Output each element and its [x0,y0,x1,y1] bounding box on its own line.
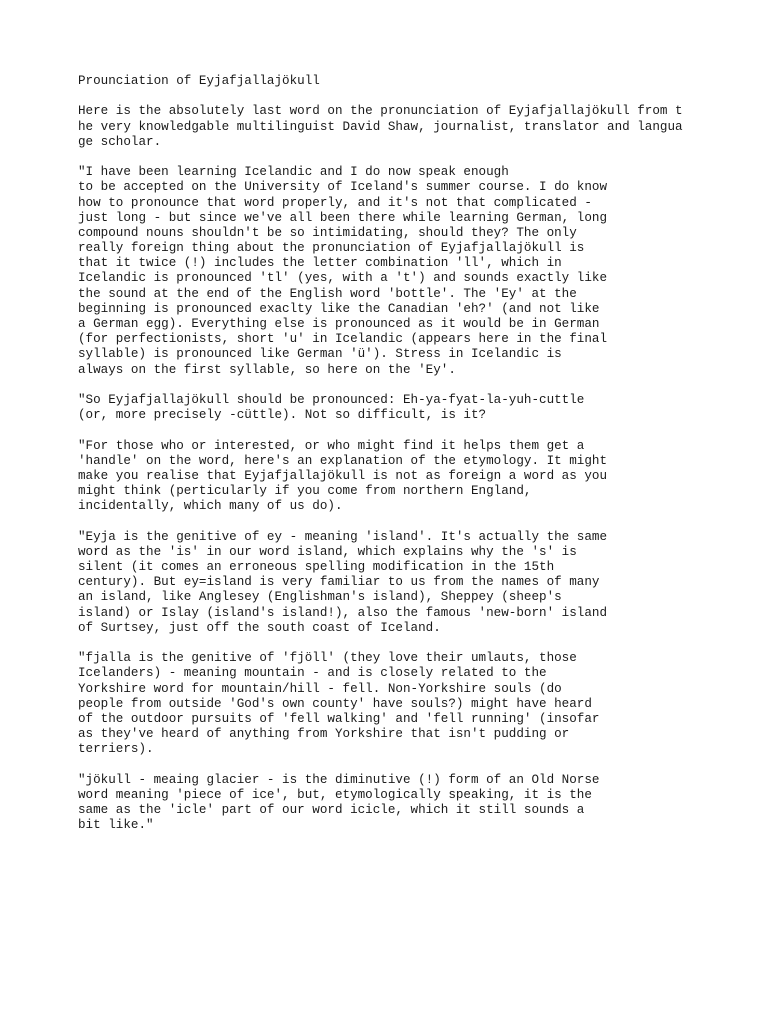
paragraph-line: just long - but since we've all been there while learning German, long [78,210,608,225]
paragraph-line: of Surtsey, just off the south coast of Iceland. [78,620,441,635]
paragraph-eyja [78,530,750,636]
paragraph-line: same as the 'icle' part of our word icicle, which it still sounds a [78,803,585,817]
paragraph-line: people from outside 'God's own county' have souls?) might have heard [78,696,592,711]
paragraph-line: that it twice (!) includes the letter combination 'll', which in [78,256,562,271]
paragraph-line: "I have been learning Icelandic and I do now speak enough [78,165,509,180]
paragraph-pronunciation [78,165,750,378]
paragraph-line: Icelandic is pronounced 'tl' (yes, with a 't') and sounds exactly like [78,271,608,286]
paragraph-line: "jökull - meaing glacier - is the diminutive (!) form of an Old Norse [78,772,600,787]
paragraph-line: incidentally, which many of us do). [78,499,343,514]
paragraph-line: Icelanders) - meaning mountain - and is closely related to the [78,666,547,681]
paragraph-line: word meaning 'piece of ice', but, etymologically speaking, it is the [78,787,592,802]
document-page [78,74,750,849]
paragraph-line: really foreign thing about the pronunciation of Eyjafjallajökull is [78,241,585,256]
paragraph-line: to be accepted on the University of Iceland's summer course. I do know [78,180,608,195]
paragraph-line: "So Eyjafjallajökull should be pronounced: Eh-ya-fyat-la-yuh-cuttle [78,392,585,407]
paragraph-line: Here is the absolutely last word on the pronunciation of Eyjafjallajökull from t [78,104,683,119]
document-title: Prounciation of Eyjafjallajökull [78,74,320,88]
paragraph-line: Yorkshire word for mountain/hill - fell. Non-Yorkshire souls (do [78,681,562,696]
paragraph-line: century). But ey=island is very familiar to us from the names of many [78,575,600,590]
paragraph-line: (for perfectionists, short 'u' in Icelandic (appears here in the final [78,332,608,347]
paragraph-line: as they've heard of anything from Yorkshire that isn't pudding or [78,727,570,742]
paragraph-line: word as the 'is' in our word island, which explains why the 's' is [78,544,577,559]
paragraph-line: syllable) is pronounced like German 'ü'). Stress in Icelandic is [78,347,562,362]
paragraph-line: might think (perticularly if you come from northern England, [78,484,532,499]
paragraph-line: beginning is pronounced exaclty like the Canadian 'eh?' (and not like [78,301,600,316]
paragraph-line: bit like." [78,818,154,833]
paragraph-line: "Eyja is the genitive of ey - meaning 'island'. It's actually the same [78,529,608,544]
paragraph-intro [78,104,750,150]
paragraph-line: "For those who or interested, or who might find it helps them get a [78,438,585,453]
paragraph-line: a German egg). Everything else is pronounced as it would be in German [78,317,600,331]
paragraph-line: the sound at the end of the English word 'bottle'. The 'Ey' at the [78,286,577,301]
paragraph-line: 'handle' on the word, here's an explanation of the etymology. It might [78,453,608,468]
paragraph-etymology-intro [78,439,750,515]
paragraph-line: compound nouns shouldn't be so intimidating, should they? The only [78,225,577,240]
paragraph-jokull [78,773,750,834]
paragraph-line: ge scholar. [78,134,162,149]
paragraph-line: island) or Islay (island's island!), also the famous 'new-born' island [78,605,608,620]
paragraph-line: how to pronounce that word properly, and it's not that complicated - [78,195,592,210]
paragraph-summary [78,393,750,423]
paragraph-line: "fjalla is the genitive of 'fjöll' (they love their umlauts, those [78,651,577,666]
paragraph-line: terriers). [78,742,154,757]
paragraph-line: always on the first syllable, so here on the 'Ey'. [78,362,456,377]
paragraph-line: an island, like Anglesey (Englishman's island), Sheppey (sheep's [78,590,562,605]
paragraph-line: make you realise that Eyjafjallajökull is not as foreign a word as you [78,468,608,483]
paragraph-line: (or, more precisely -cüttle). Not so difficult, is it? [78,408,487,423]
paragraph-line: he very knowledgable multilinguist David Shaw, journalist, translator and langua [78,119,683,134]
paragraph-line: of the outdoor pursuits of 'fell walking' and 'fell running' (insofar [78,711,600,726]
paragraph-fjalla [78,651,750,757]
paragraph-line: silent (it comes an erroneous spelling modification in the 15th [78,560,555,574]
